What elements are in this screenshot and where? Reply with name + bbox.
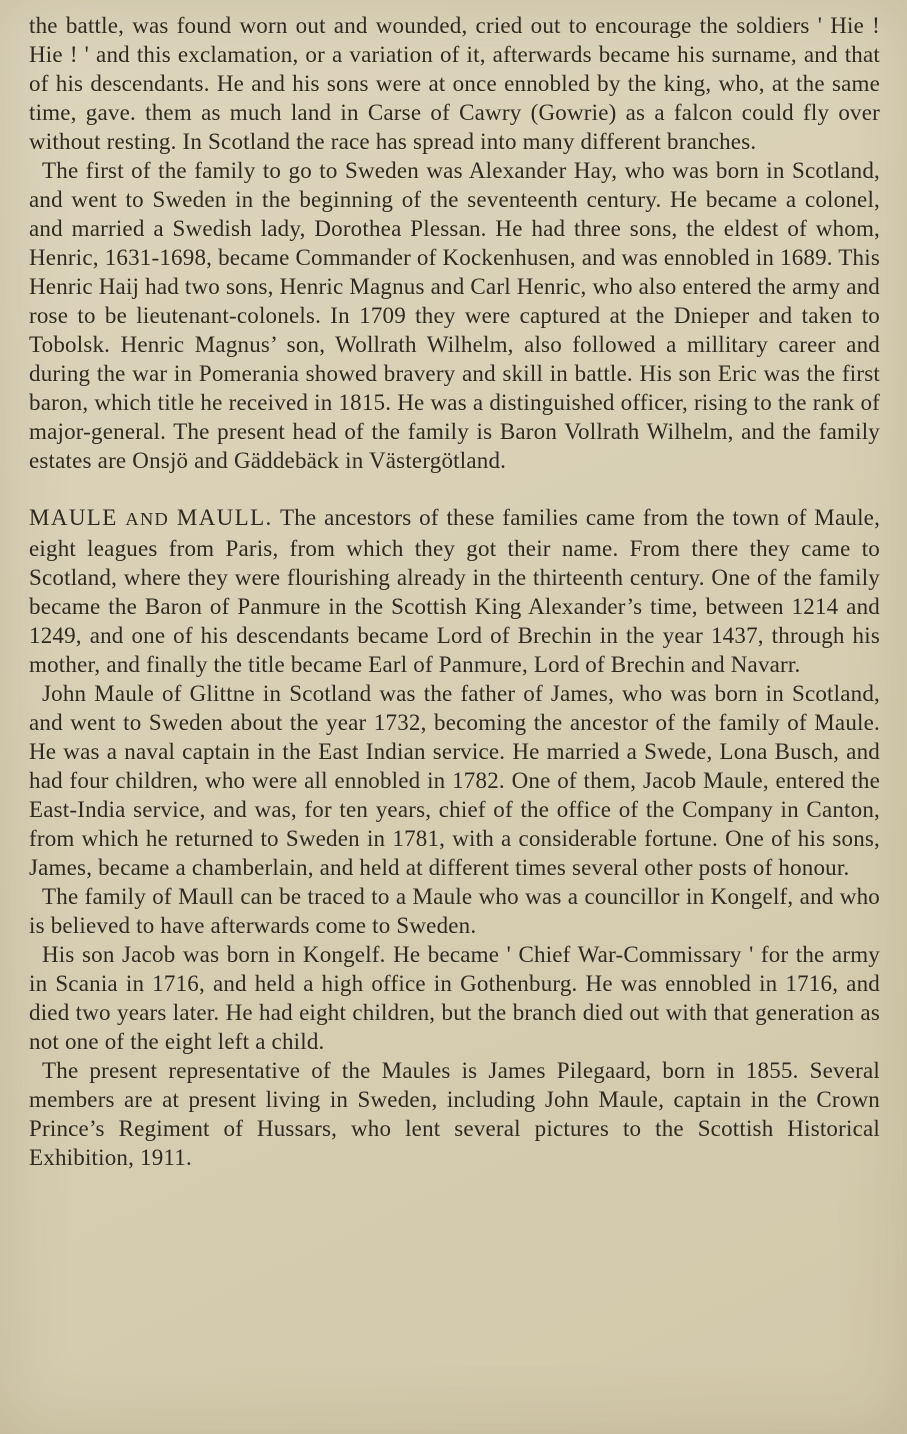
paragraph-battle-hie: the battle, was found worn out and wounded, cried out to encourage the soldiers ' Hie ! Hie ! ' and this exclamation, or a variation of it, afterwards became his surname, and that of his descendants. He and his sons were at once ennobled by the king, who, at the same time, gave. them as much land in Carse of Cawry (Gowrie) as a falcon could fly over without resting. In Scotland the race has spread into many different branches. bbox=[29, 13, 880, 154]
section-heading-word-and: AND bbox=[125, 509, 170, 529]
paragraph-hay-family: The first of the family to go to Sweden was Alexander Hay, who was born in Scotland, and went to Sweden in the beginning of the seventeenth century. He became a colonel, and married a Swedish lady, Dorothea Plessan. He had three sons, the eldest of whom, Henric, 1631-1698, became Commander of Kockenhusen, and was ennobled in 1689. This Henric Haij had two sons, Henric Magnus and Carl Henric, who also entered the army and rose to be lieutenant-colonels. In 1709 they were captured at the Dnieper and taken to Tobolsk. Henric Magnus’ son, Wollrath Wilhelm, also followed a millitary career and during the war in Pomerania showed bravery and skill in battle. His son Eric was the first baron, which title he received in 1815. He was a distinguished officer, rising to the rank of major-general. The present head of the family is Baron Vollrath Wilhelm, and the family estates are Onsjö and Gäddebäck in Västergötland. bbox=[29, 158, 880, 473]
paragraph-maull-traced: The family of Maull can be traced to a Maule who was a councillor in Kongelf, and who is believed to have afterwards come to Sweden. bbox=[29, 884, 880, 938]
section-body-text: The ancestors of these families came from the town of Maule, eight leagues from Paris, from which they got their name. From there they came to Scotland, where they were flourishing already in the thirteenth century. One of the family became the Baron of Panmure in the Scottish King Alexander’s time, between 1214 and 1249, and one of his descendants became Lord of Brechin in the year 1437, through his mother, and finally the title became Earl of Panmure, Lord of Brechin and Navarr. bbox=[29, 505, 881, 677]
paragraph-present-representative: The present representative of the Maules is James Pilegaard, born in 1855. Several members are at present living in Sweden, including John Maule, captain in the Crown Prince’s Regiment of Hussars, who lent several pictures to the Scottish Historical Exhibition, 1911. bbox=[29, 1058, 880, 1170]
section-heading-word-maull: MAULL. bbox=[176, 505, 273, 530]
paragraph-maule-maull-section bbox=[29, 503, 880, 679]
paragraph-jacob-kongelf: His son Jacob was born in Kongelf. He became ' Chief War-Commissary ' for the army in Scania in 1716, and held a high office in Gothenburg. He was ennobled in 1716, and died two years later. He had eight children, but the branch died out with that generation as not one of the eight left a child. bbox=[29, 942, 880, 1054]
section-heading-word-maule: MAULE bbox=[29, 505, 118, 530]
paragraph-john-maule: John Maule of Glittne in Scotland was the father of James, who was born in Scotland, and went to Sweden about the year 1732, becoming the ancestor of the family of Maule. He was a naval captain in the East Indian service. He married a Swede, Lona Busch, and had four children, who were all ennobled in 1782. One of them, Jacob Maule, entered the East-India service, and was, for ten years, chief of the office of the Company in Canton, from which he returned to Sweden in 1781, with a considerable fortune. One of his sons, James, became a chamberlain, and held at different times several other posts of honour. bbox=[29, 681, 880, 880]
